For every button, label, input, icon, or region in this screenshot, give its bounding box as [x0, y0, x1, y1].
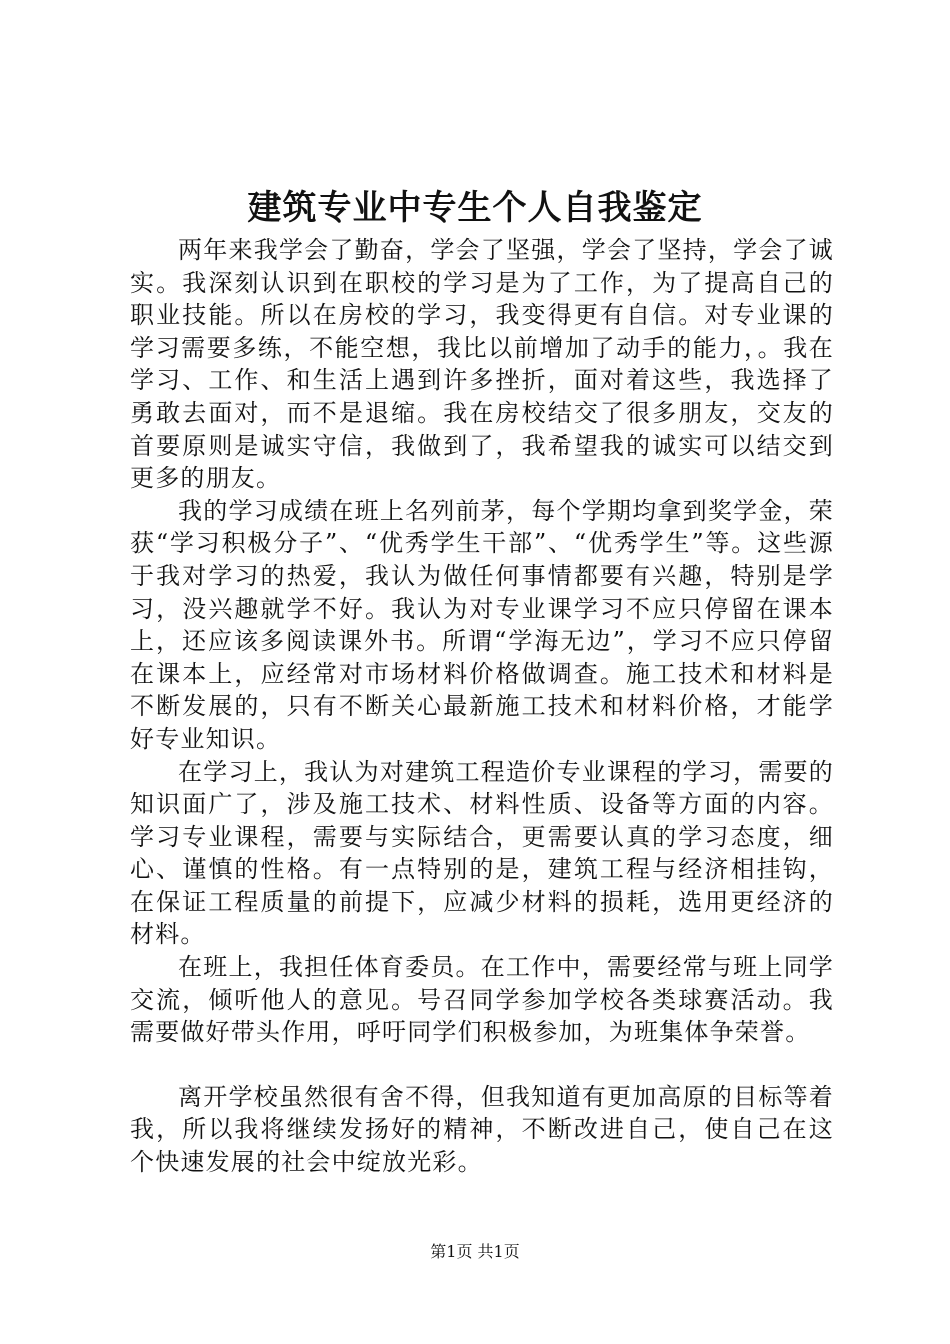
paragraph: 两年来我学会了勤奋，学会了坚强，学会了坚持，学会了诚实。我深刻认识到在职校的学习是为了工作，为了提高自己的职业技能。所以在房校的学习，我变得更有自信。对专业课的学习需要多练，不能空想，我比以前增加了动手的能力，。我在学习、工作、和生活上遇到许多挫折，面对着这些，我选择了勇敢去面对，而不是退缩。我在房校结交了很多朋友，交友的首要原则是诚实守信，我做到了，我希望我的诚实可以结交到更多的朋友。 [130, 236, 834, 493]
document-title: 建筑专业中专生个人自我鉴定 [247, 188, 703, 228]
paragraph: 离开学校虽然很有舍不得，但我知道有更加高原的目标等着我，所以我将继续发扬好的精神，不断改进自己，使自己在这个快速发展的社会中绽放光彩。 [130, 1082, 834, 1177]
paragraph: 在学习上，我认为对建筑工程造价专业课程的学习，需要的知识面广了，涉及施工技术、材料性质、设备等方面的内容。学习专业课程，需要与实际结合，更需要认真的学习态度，细心、谨慎的性格。有一点特别的是，建筑工程与经济相挂钩，在保证工程质量的前提下，应减少材料的损耗，选用更经济的材料。 [130, 757, 834, 949]
document-body [130, 234, 834, 1179]
paragraph: 我的学习成绩在班上名列前茅，每个学期均拿到奖学金，荣获“学习积极分子”、“优秀学生干部”、“优秀学生”等。这些源于我对学习的热爱，我认为做任何事情都要有兴趣，特别是学习，没兴趣就学不好。我认为对专业课学习不应只停留在课本上，还应该多阅读课外书。所谓“学海无边”，学习不应只停留在课本上，应经常对市场材料价格做调查。施工技术和材料是不断发展的，只有不断关心最新施工技术和材料价格，才能学好专业知识。 [130, 496, 834, 753]
page-footer: 第1页 共1页 [430, 1242, 520, 1261]
paragraph: 在班上，我担任体育委员。在工作中，需要经常与班上同学交流，倾听他人的意见。号召同学参加学校各类球赛活动。我需要做好带头作用，呼吁同学们积极参加，为班集体争荣誉。 [130, 953, 834, 1047]
